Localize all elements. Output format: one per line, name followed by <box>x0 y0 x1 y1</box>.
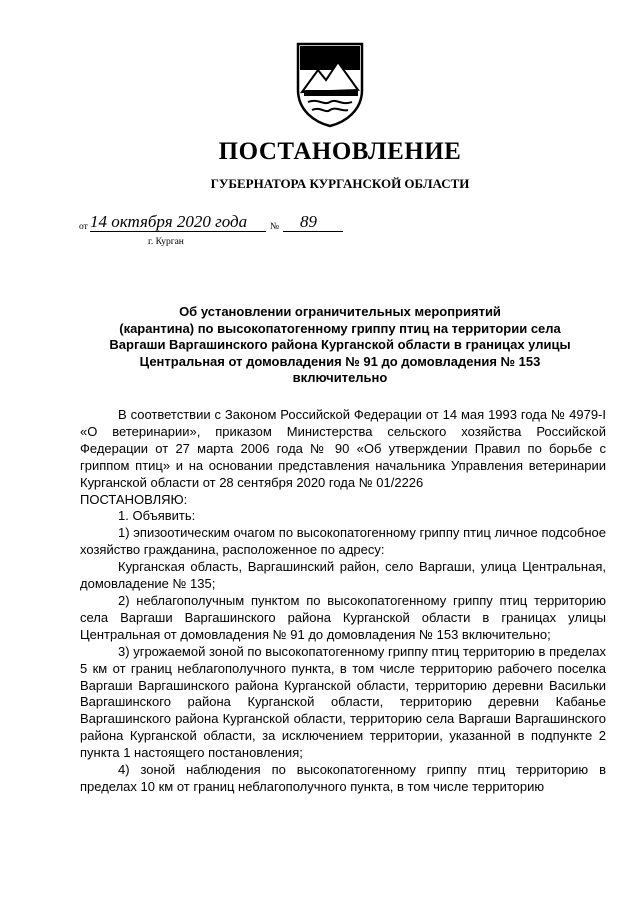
handwritten-number: 89 <box>300 212 317 231</box>
date-prefix: от <box>79 222 88 232</box>
handwritten-date: 14 октября 2020 года <box>90 212 248 231</box>
heading-line: включительно <box>292 370 388 385</box>
decree-keyword: ПОСТАНОВЛЯЮ: <box>80 491 188 507</box>
heading-line: Центральная от домовладения № 91 до домовладения № 153 <box>139 353 541 369</box>
heading-line: (карантина) по высокопатогенному гриппу птиц на территории села <box>119 320 561 336</box>
resolution-heading <box>80 304 600 387</box>
preamble-paragraph: В соответствии с Законом Российской Федерации от 14 мая 1993 года № 4979-I «О ветеринарии», приказом Министерства сельского хозяйства Российской Федерации от 27 марта 2006 года № 90 «Об утверждении Правил по борьбе с гриппом птиц» и на основании представления начальника Управления ветеринарии Курганской области от 28 сентября 2020 года № 01/2226 <box>80 407 606 490</box>
issuer-subtitle: ГУБЕРНАТОРА КУРГАНСКОЙ ОБЛАСТИ <box>210 176 470 191</box>
resolution-body <box>80 407 606 796</box>
number-underline <box>283 231 343 232</box>
clause-1-heading: 1. Объявить: <box>118 508 196 524</box>
number-label: № <box>270 222 280 232</box>
clause-1-2: 2) неблагополучным пунктом по высокопатогенному гриппу птиц территорию села Варгаши Варгашинского района Курганской области в границах улицы Центральная от домовладения № 91 до домовладения № 153 включительно; <box>80 592 606 642</box>
clause-1-4: 4) зоной наблюдения по высокопатогенному гриппу птиц территорию в пределах 10 км от границ неблагополучного пункта, в том числе территорию <box>80 762 606 794</box>
heading-line: Варгаши Варгашинского района Курганской области в границах улицы <box>109 337 571 352</box>
document-title: ПОСТАНОВЛЕНИЕ <box>218 138 462 165</box>
clause-1-1-address: Курганская область, Варгашинский район, село Варгаши, улица Центральная, домовладение № 135; <box>80 559 606 592</box>
date-underline <box>90 231 266 232</box>
clause-1-1: 1) эпизоотическим очагом по высокопатогенному гриппу птиц личное подсобное хозяйство гражданина, расположенное по адресу: <box>80 525 606 558</box>
clause-1-3: 3) угрожаемой зоной по высокопатогенному гриппу птиц территорию в пределах 5 км от границ неблагополучного пункта, в том числе территорию рабочего поселка Варгаши Варгашинского района Курганской области, территорию деревни Васильки Варгашинского района Курганской области, территорию деревни Кабанье Варгашинского района Курганской области, территорию села Варгаши Варгашинского района Курганской области, за исключением территории, указанной в подпункте 2 пункта 1 настоящего постановления; <box>80 643 606 761</box>
city-label: г. Курган <box>148 237 184 247</box>
heading-line: Об установлении ограничительных мероприятий <box>179 304 501 319</box>
coat-of-arms-icon <box>294 40 366 128</box>
